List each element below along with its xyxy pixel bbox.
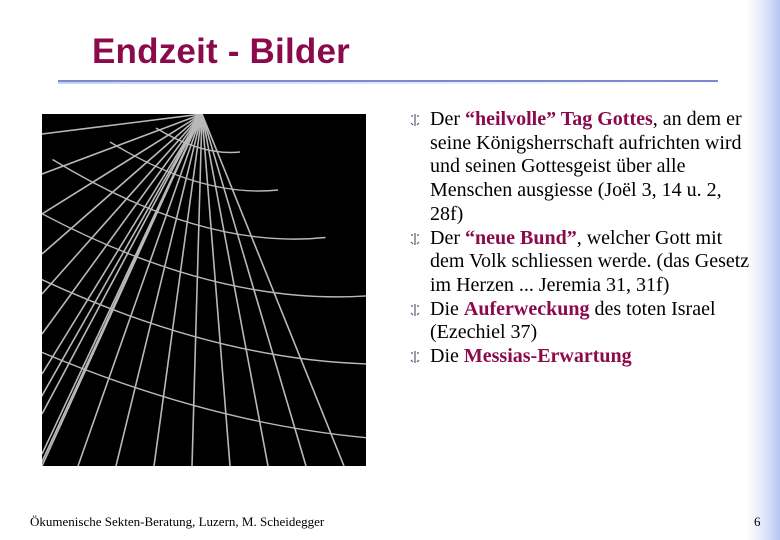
grid-ray-line	[192, 114, 202, 466]
bullet-accent: Auferweckung	[463, 297, 590, 320]
grid-ray-line	[42, 114, 202, 294]
bullet-marker-icon	[410, 350, 420, 364]
grid-ray-line	[116, 114, 202, 466]
bullet-text-after: , welcher Gott mit dem Volk schliessen werde. (das Gesetz im Herzen ... Jeremia 31, 31f)	[430, 226, 750, 296]
bullet-item	[410, 108, 750, 227]
grid-ray-line	[42, 114, 202, 334]
bullet-text-before: Der	[430, 108, 465, 130]
bullet-accent: “neue Bund”	[464, 226, 577, 249]
bullet-marker-icon	[410, 232, 420, 246]
bullet-text-before: Der	[430, 226, 465, 249]
grid-ray-line	[42, 114, 202, 374]
bullet-text-after: , an dem er seine Königsherrschaft aufrichten wird und seinen Gottesgeist über alle Menschen ausgiesse (Joël 3, 14 u. 2, 28f)	[430, 108, 742, 225]
bullet-accent: Messias-Erwartung	[463, 345, 632, 368]
perspective-grid-image	[42, 114, 366, 466]
grid-ray-line	[78, 114, 202, 466]
bullet-item	[410, 227, 750, 298]
bullet-marker-icon	[410, 303, 420, 317]
grid-cross-line	[53, 160, 326, 240]
slide-footer: Ökumenische Sekten-Beratung, Luzern, M. Scheidegger	[30, 514, 325, 529]
bullet-item	[410, 298, 750, 345]
grid-ray-line	[42, 114, 202, 134]
grid-ray-line	[42, 114, 202, 414]
bullet-marker-icon	[410, 113, 420, 127]
page-number: 6	[754, 514, 761, 529]
bullet-text-before: Die	[430, 345, 464, 368]
grid-cross-line	[42, 233, 366, 441]
slide-title: Endzeit - Bilder	[92, 32, 350, 71]
perspective-grid-graphic	[42, 114, 366, 466]
grid-cross-line	[42, 205, 366, 364]
bullet-item	[410, 345, 750, 369]
title-underline-fade	[58, 82, 718, 84]
bullet-text-after: des toten Israel (Ezechiel 37)	[430, 297, 716, 344]
bullet-list	[410, 108, 750, 369]
title-area	[0, 0, 780, 90]
bullet-text-before: Die	[430, 297, 464, 320]
bullet-accent: “heilvolle” Tag Gottes	[464, 108, 653, 130]
